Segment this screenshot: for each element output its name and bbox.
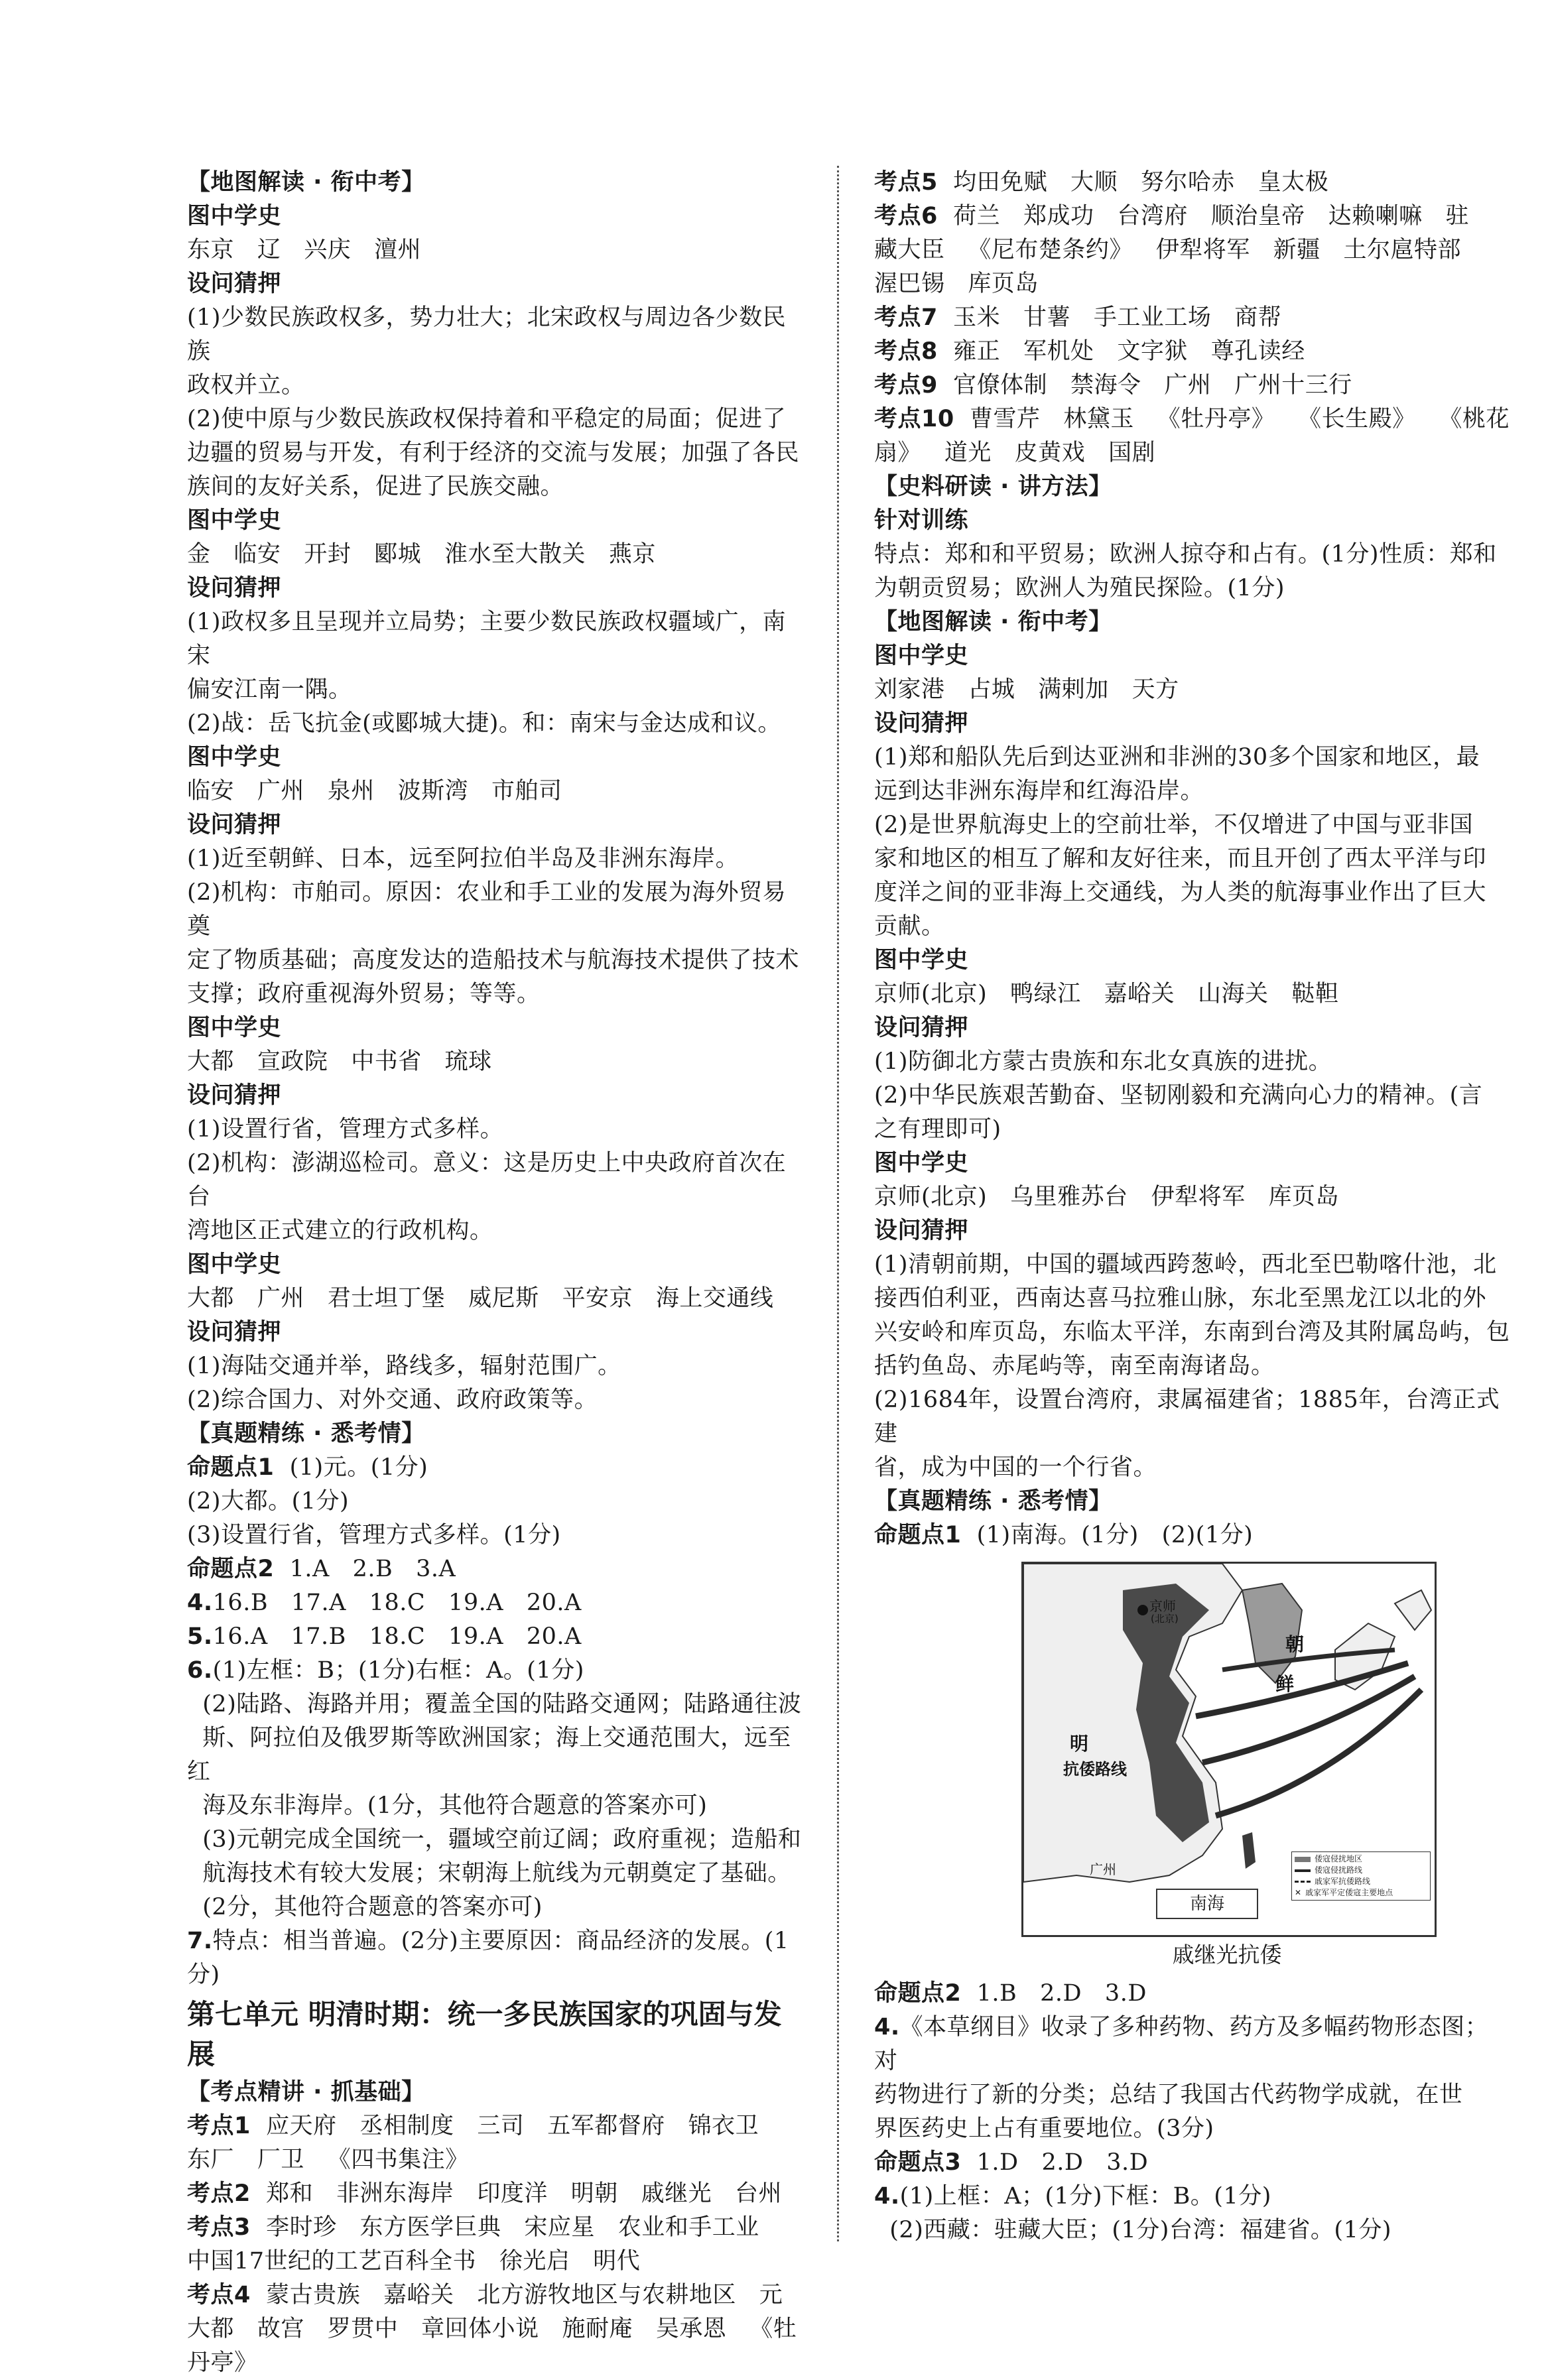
item-text: 特点：相当普遍。(2分)主要原因：商品经济的发展。(1分) (187, 1928, 789, 1988)
text-line: (2)陆路、海路并用；覆盖全国的陆路交通网；陆路通往波 (187, 1691, 802, 1718)
section-heading: 设问猜押 (187, 1082, 282, 1109)
right-column-bottom (874, 1977, 1511, 2247)
section-heading: 设问猜押 (187, 1319, 282, 1346)
section-heading: 图中学史 (187, 744, 282, 771)
text-line (874, 335, 1511, 369)
text-line (187, 2109, 804, 2143)
text-line: (2)1684年，设置台湾府，隶属福建省；1885年，台湾正式建 (874, 1387, 1500, 1447)
item-text: 官僚体制 禁海令 广州 广州十三行 (937, 372, 1352, 399)
text-line: 度洋之间的亚非海上交通线，为人类的航海事业作出了巨大 (874, 879, 1487, 906)
text-line: 京师(北京) 鸭绿江 嘉峪关 山海关 鞑靼 (874, 981, 1339, 1007)
text-line (187, 2211, 804, 2245)
text-line (874, 2146, 1511, 2180)
text-line (187, 1586, 804, 1620)
unit-heading: 第七单元 明清时期：统一多民族国家的巩固与发展 (187, 1998, 782, 2070)
item-label: 考点6 (874, 203, 938, 229)
text-line: 东京 辽 兴庆 澶州 (187, 237, 422, 263)
text-line (874, 166, 1511, 200)
text-line: 边疆的贸易与开发，有利于经济的交流与发展；加强了各民 (187, 440, 800, 466)
text-line: 中国17世纪的工艺百科全书 徐光启 明代 (187, 2248, 641, 2275)
text-line: 丹亭》 (187, 2349, 258, 2376)
section-heading: 图中学史 (187, 203, 282, 229)
section-heading: 图中学史 (874, 643, 969, 669)
item-label: 考点8 (874, 338, 938, 365)
item-label: 5. (187, 1623, 213, 1650)
text-line: (1)设置行省，管理方式多样。 (187, 1116, 504, 1143)
text-line: (1)郑和船队先后到达亚洲和非洲的30多个国家和地区，最 (874, 744, 1480, 771)
legend-item: ✕ 戚家军平定倭寇主要地点 (1295, 1888, 1393, 1897)
map-label-korea-2: 鲜 (1275, 1673, 1295, 1695)
text-line: 刘家港 占城 满剌加 天方 (874, 676, 1179, 703)
map-label-guangzhou: 广州 (1090, 1861, 1116, 1877)
text-line: 偏安江南一隅。 (187, 676, 352, 703)
text-line: 远到达非洲东海岸和红海沿岸。 (874, 778, 1204, 804)
item-text: 蒙古贵族 嘉峪关 北方游牧地区与农耕地区 元 (250, 2282, 783, 2308)
text-line (874, 200, 1511, 233)
item-text: 李时珍 东方医学巨典 宋应星 农业和手工业 (250, 2214, 759, 2241)
text-line: (1)少数民族政权多，势力壮大；北宋政权与周边各少数民族 (187, 304, 787, 365)
text-line: (3)设置行省，管理方式多样。(1分) (187, 1522, 561, 1548)
text-line: (1)海陆交通并举，路线多，辐射范围广。 (187, 1353, 621, 1379)
map-label-south-sea: 南海 (1156, 1889, 1258, 1919)
text-line: 海及东非海岸。(1分，其他符合题意的答案亦可) (187, 1792, 708, 1819)
item-label: 命题点2 (187, 1556, 275, 1582)
item-text: 1.B 2.D 3.D (961, 1980, 1147, 2007)
item-text: (1)南海。(1分) (2)(1分) (961, 1522, 1254, 1548)
text-line: 为朝贡贸易；欧洲人为殖民探险。(1分) (874, 575, 1285, 601)
text-line: 渥巴锡 库页岛 (874, 271, 1039, 297)
text-line: 藏大臣 《尼布楚条约》 伊犁将军 新疆 土尔扈特部 (874, 237, 1462, 263)
item-text: 1.D 2.D 3.D (961, 2149, 1149, 2176)
text-line: 京师(北京) 乌里雅苏台 伊犁将军 库页岛 (874, 1184, 1339, 1210)
map-label-route: 抗倭路线 (1063, 1760, 1127, 1779)
text-line: 家和地区的相互了解和友好往来，而且开创了西太平洋与印 (874, 846, 1487, 872)
item-text: 16.B 17.A 18.C 19.A 20.A (212, 1590, 582, 1616)
text-line: 特点：郑和和平贸易；欧洲人掠夺和占有。(1分)性质：郑和 (874, 541, 1497, 568)
section-heading: 图中学史 (874, 947, 969, 973)
item-text: 曹雪芹 林黛玉 《牡丹亭》 《长生殿》 《桃花 (954, 406, 1510, 432)
text-line (874, 403, 1511, 436)
item-label: 4. (874, 2183, 900, 2210)
text-line: 临安 广州 泉州 波斯湾 市舶司 (187, 778, 562, 804)
legend-item: 倭寇侵扰路线 (1295, 1865, 1427, 1876)
item-label: 考点1 (187, 2113, 251, 2139)
section-heading: 【地图解读 · 衔中考】 (874, 609, 1112, 635)
item-text: 16.A 17.B 18.C 19.A 20.A (212, 1623, 582, 1650)
column-divider (837, 166, 839, 2241)
section-heading: 图中学史 (187, 1251, 282, 1278)
text-line: (2)战：岳飞抗金(或郾城大捷)。和：南宋与金达成和议。 (187, 710, 781, 737)
text-line: (3)元朝完成全国统一，疆域空前辽阔；政府重视；造船和 (187, 1826, 802, 1853)
item-text: 应天府 丞相制度 三司 五军都督府 锦衣卫 (250, 2113, 759, 2139)
section-heading: 设问猜押 (187, 575, 282, 601)
text-line (187, 2177, 804, 2211)
section-heading: 设问猜押 (187, 271, 282, 297)
text-line: (2)中华民族艰苦勤奋、坚韧刚毅和充满向心力的精神。(言 (874, 1082, 1483, 1109)
text-line: (2)大都。(1分) (187, 1488, 350, 1515)
item-label: 7. (187, 1928, 213, 1954)
item-label: 4. (187, 1590, 213, 1616)
section-heading: 图中学史 (187, 1015, 282, 1041)
item-label: 命题点1 (874, 1522, 962, 1548)
text-line: 药物进行了新的分类；总结了我国古代药物学成就，在世 (874, 2082, 1463, 2108)
text-line: 航海技术有较大发展；宋朝海上航线为元朝奠定了基础。 (187, 1860, 791, 1887)
text-line (187, 1451, 804, 1485)
section-heading: 【史料研读 · 讲方法】 (874, 473, 1112, 500)
legend-item: 倭寇侵扰地区 (1295, 1853, 1427, 1865)
right-column-top (874, 166, 1511, 1552)
section-heading: 设问猜押 (874, 710, 969, 737)
map-label-capital: 京师 (1149, 1598, 1176, 1614)
text-line: (2)使中原与少数民族政权保持着和平稳定的局面；促进了 (187, 406, 787, 432)
section-heading: 【真题精练 · 悉考情】 (874, 1488, 1112, 1515)
text-line (187, 1620, 804, 1654)
text-line: 之有理即可) (874, 1116, 1001, 1143)
item-label: 命题点3 (874, 2149, 962, 2176)
text-line (874, 1977, 1511, 2011)
item-text: (1)左框：B；(1分)右框：A。(1分) (212, 1657, 584, 1684)
item-text: (1)上框：A；(1分)下框：B。(1分) (899, 2183, 1271, 2210)
text-line: (1)近至朝鲜、日本，远至阿拉伯半岛及非洲东海岸。 (187, 846, 740, 872)
text-line: 支撑；政府重视海外贸易；等等。 (187, 981, 541, 1007)
text-line: 湾地区正式建立的行政机构。 (187, 1218, 493, 1244)
text-line (187, 2279, 804, 2312)
text-line (187, 1552, 804, 1586)
section-heading: 【地图解读 · 衔中考】 (187, 169, 425, 196)
text-line (874, 369, 1511, 403)
item-label: 命题点1 (187, 1454, 275, 1481)
text-line: (2)机构：市舶司。原因：农业和手工业的发展为海外贸易奠 (187, 879, 787, 940)
text-line: 省，成为中国的一个行省。 (874, 1454, 1157, 1481)
item-label: 考点9 (874, 372, 938, 399)
item-label: 6. (187, 1657, 213, 1684)
map-qi-jiguang (1021, 1562, 1437, 1937)
item-text: 玉米 甘薯 手工业工场 商帮 (937, 304, 1282, 331)
item-label: 考点7 (874, 304, 938, 331)
text-line: 斯、阿拉伯及俄罗斯等欧洲国家；海上交通范围大，远至红 (187, 1725, 791, 1785)
map-figure (1021, 1562, 1433, 1973)
item-text: (1)元。(1分) (274, 1454, 428, 1481)
text-line: (2)机构：澎湖巡检司。意义：这是历史上中央政府首次在台 (187, 1150, 787, 1210)
text-line (187, 1924, 804, 1992)
item-label: 考点4 (187, 2282, 251, 2308)
text-line: 界医药史上占有重要地位。(3分) (874, 2115, 1214, 2142)
text-line (874, 2180, 1511, 2214)
text-line: 政权并立。 (187, 372, 305, 399)
item-text: 1.A 2.B 3.A (274, 1556, 456, 1582)
map-label-korea: 朝 (1285, 1633, 1305, 1655)
item-text: 雍正 军机处 文字狱 尊孔读经 (937, 338, 1305, 365)
item-label: 4. (874, 2014, 900, 2040)
text-line: (2)综合国力、对外交通、政府政策等。 (187, 1387, 598, 1413)
text-line (187, 1654, 804, 1688)
map-label-capital-note: (北京) (1151, 1613, 1179, 1625)
text-line: 族间的友好关系，促进了民族交融。 (187, 473, 564, 500)
item-label: 考点5 (874, 169, 938, 196)
text-line: (2)是世界航海史上的空前壮举，不仅增进了中国与亚非国 (874, 812, 1474, 838)
text-line: (1)防御北方蒙古贵族和东北女真族的进扰。 (874, 1048, 1332, 1075)
map-legend (1291, 1851, 1431, 1901)
item-text: 荷兰 郑成功 台湾府 顺治皇帝 达赖喇嘛 驻 (937, 203, 1469, 229)
text-line: 定了物质基础；高度发达的造船技术与航海技术提供了技术 (187, 947, 800, 973)
item-label: 考点3 (187, 2214, 251, 2241)
text-line: 接西伯利亚，西南达喜马拉雅山脉，东北至黑龙江以北的外 (874, 1285, 1487, 1312)
text-line: (2分，其他符合题意的答案亦可) (187, 1894, 543, 1920)
left-column (187, 166, 804, 2380)
item-label: 命题点2 (874, 1980, 962, 2007)
text-line: (2)西藏：驻藏大臣；(1分)台湾：福建省。(1分) (874, 2217, 1392, 2243)
section-heading: 针对训练 (874, 507, 969, 534)
section-heading: 图中学史 (187, 507, 282, 534)
text-line: (1)政权多且呈现并立局势；主要少数民族政权疆域广，南宋 (187, 609, 787, 669)
item-label: 考点10 (874, 406, 954, 432)
item-text: 均田免赋 大顺 努尔哈赤 皇太极 (937, 169, 1329, 196)
text-line: 大都 故宫 罗贯中 章回体小说 施耐庵 吴承恩 《牡 (187, 2316, 797, 2342)
text-line: 金 临安 开封 郾城 淮水至大散关 燕京 (187, 541, 656, 568)
text-line: 贡献。 (874, 913, 945, 940)
map-label-ming: 明 (1070, 1733, 1089, 1755)
text-line: 扇》 道光 皮黄戏 国剧 (874, 440, 1156, 466)
text-line (874, 301, 1511, 335)
item-text: 郑和 非洲东海岸 印度洋 明朝 戚继光 台州 (250, 2180, 782, 2207)
text-line (874, 2011, 1511, 2078)
legend-item: 戚家军抗倭路线 (1295, 1876, 1427, 1887)
item-label: 考点2 (187, 2180, 251, 2207)
text-line: (1)清朝前期，中国的疆域西跨葱岭，西北至巴勒喀什池，北 (874, 1251, 1497, 1278)
section-heading: 设问猜押 (874, 1218, 969, 1244)
map-caption: 戚继光抗倭 (1172, 1942, 1282, 1968)
right-column (874, 166, 1511, 2247)
text-line: 东厂 厂卫 《四书集注》 (187, 2147, 469, 2173)
text-line (874, 1519, 1511, 1552)
section-heading: 【考点精讲 · 抓基础】 (187, 2079, 425, 2105)
text-line: 大都 广州 君士坦丁堡 威尼斯 平安京 海上交通线 (187, 1285, 774, 1312)
text-line: 兴安岭和库页岛，东临太平洋，东南到台湾及其附属岛屿，包 (874, 1319, 1510, 1346)
section-heading: 图中学史 (874, 1150, 969, 1176)
section-heading: 设问猜押 (874, 1015, 969, 1041)
text-line: 括钓鱼岛、赤尾屿等，南至南海诸岛。 (874, 1353, 1275, 1379)
section-heading: 【真题精练 · 悉考情】 (187, 1420, 425, 1447)
section-heading: 设问猜押 (187, 812, 282, 838)
item-text: 《本草纲目》收录了多种药物、药方及多幅药物形态图；对 (874, 2014, 1489, 2074)
text-line: 大都 宣政院 中书省 琉球 (187, 1048, 492, 1075)
